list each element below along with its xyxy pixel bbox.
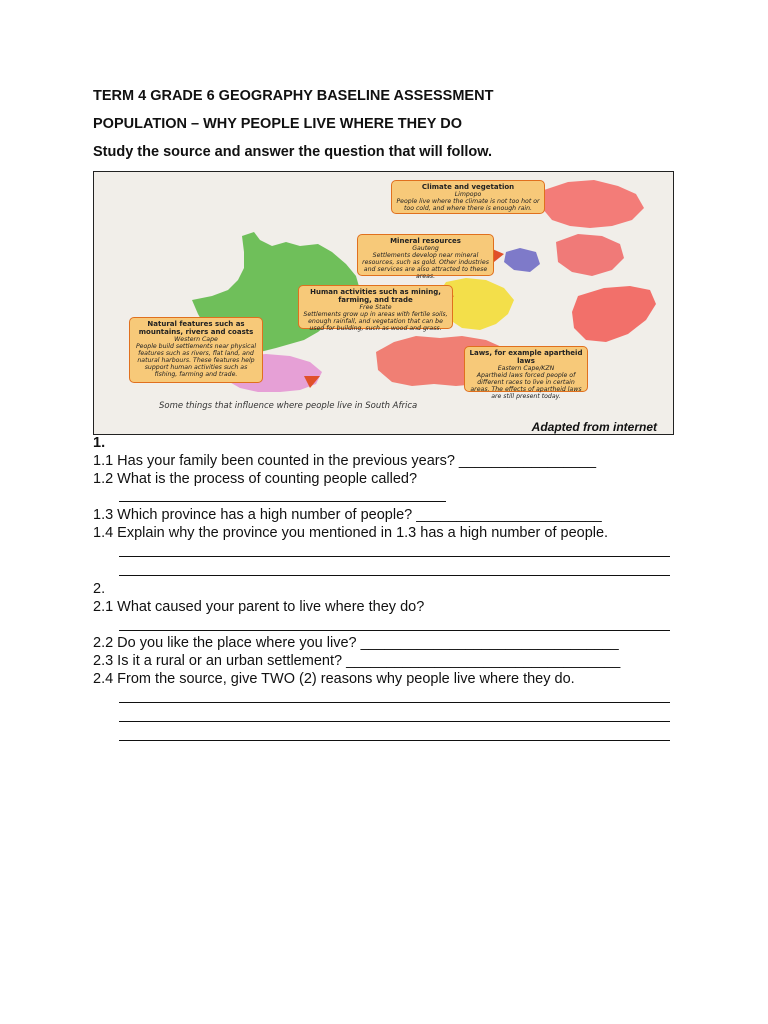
question-1-4: 1.4 Explain why the province you mentioned in 1.3 has a high number of people. bbox=[93, 525, 609, 541]
topic-heading: POPULATION – WHY PEOPLE LIVE WHERE THEY DO bbox=[93, 116, 462, 132]
question-2-1: 2.1 What caused your parent to live where they do? bbox=[93, 599, 425, 615]
answer-line-2-4a[interactable] bbox=[119, 702, 670, 703]
answer-line-2-1[interactable] bbox=[119, 630, 670, 631]
map-caption: Some things that influence where people live in South Africa bbox=[159, 401, 418, 411]
answer-line-1-4a[interactable] bbox=[119, 556, 670, 557]
question-1-2: 1.2 What is the process of counting people called? bbox=[93, 471, 418, 487]
callout-climate: Climate and vegetation Limpopo People live where the climate is not too hot or too cold, and where there is enough rain. bbox=[391, 180, 545, 214]
province-mpumalanga bbox=[556, 234, 624, 276]
source-credit: Adapted from internet bbox=[531, 420, 657, 434]
callout-mineral: Mineral resources Gauteng Settlements develop near mineral resources, such as gold. Other industries and services are also attracted to these areas. bbox=[357, 234, 494, 276]
question-2-3: 2.3 Is it a rural or an urban settlement? __________________________________ bbox=[93, 653, 621, 669]
instruction-text: Study the source and answer the question that will follow. bbox=[93, 144, 493, 160]
callout-natural-features: Natural features such as mountains, rivers and coasts Western Cape People build settlements near physical features such as rivers, flat land, and natural harbours. These features help support human activities such as fishing, farming and trade. bbox=[129, 317, 263, 383]
source-map-figure bbox=[93, 171, 674, 435]
callout-human-activities: Human activities such as mining, farming, and trade Free State Settlements grow up in areas with fertile soils, enough rainfall, and vegetation that can be used for building, such as wood and grass. bbox=[298, 285, 453, 329]
province-gauteng bbox=[504, 248, 540, 272]
province-kzn bbox=[572, 286, 656, 342]
section-1-number: 1. bbox=[93, 435, 106, 451]
answer-line-2-4b[interactable] bbox=[119, 721, 670, 722]
question-1-1: 1.1 Has your family been counted in the previous years? _________________ bbox=[93, 453, 597, 469]
question-2-4: 2.4 From the source, give TWO (2) reasons why people live where they do. bbox=[93, 671, 575, 687]
question-2-2: 2.2 Do you like the place where you live? ________________________________ bbox=[93, 635, 619, 651]
answer-line-2-4c[interactable] bbox=[119, 740, 670, 741]
answer-line-1-2[interactable] bbox=[119, 501, 446, 502]
answer-line-1-4b[interactable] bbox=[119, 575, 670, 576]
province-limpopo bbox=[542, 180, 644, 228]
question-1-3: 1.3 Which province has a high number of people? _______________________ bbox=[93, 507, 602, 523]
section-2-number: 2. bbox=[93, 581, 106, 597]
assessment-title: TERM 4 GRADE 6 GEOGRAPHY BASELINE ASSESSMENT bbox=[93, 88, 494, 104]
callout-laws: Laws, for example apartheid laws Eastern Cape/KZN Apartheid laws forced people of different races to live in certain areas. The effects of apartheid laws are still present today. bbox=[464, 346, 588, 392]
